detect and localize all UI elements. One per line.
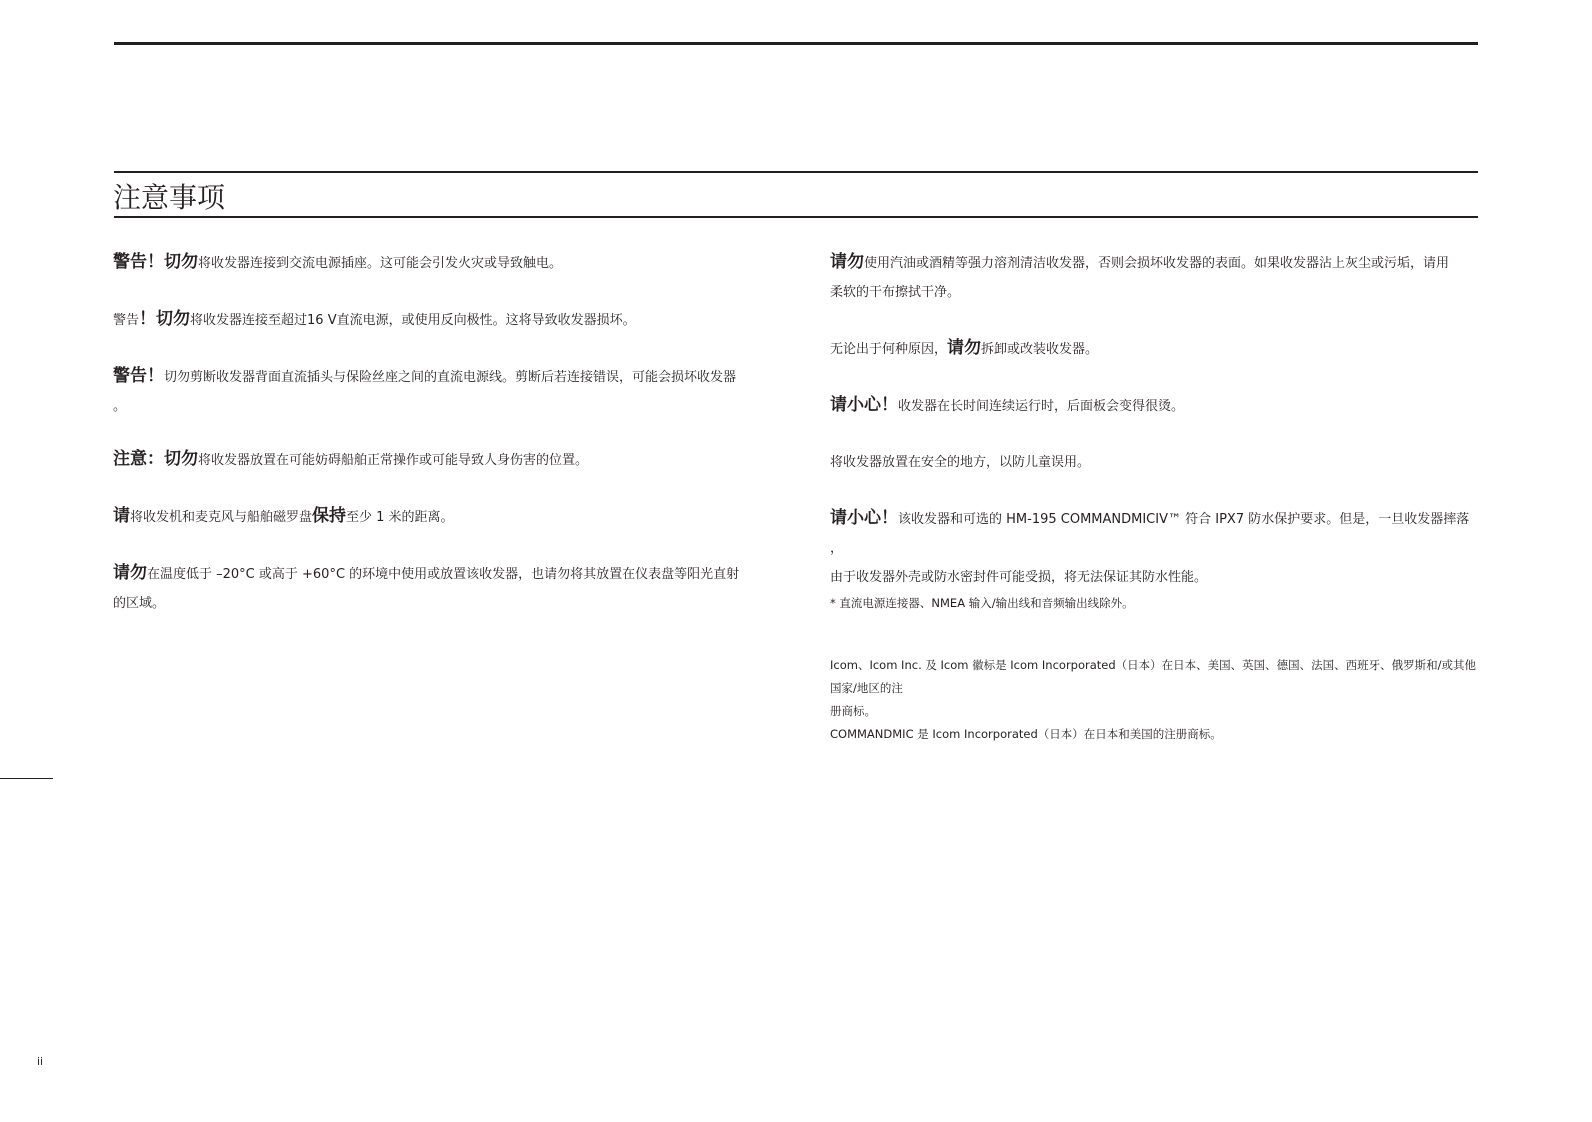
header-rule	[114, 42, 1478, 45]
child-safety: 将收发器放置在安全的地方，以防儿童误用。	[830, 455, 1091, 470]
heat-caution: 请小心！收发器在长时间连续运行时，后面板会变得很烫。	[830, 395, 1185, 415]
warning-dc-voltage: 警告！切勿将收发器连接至超过16 V直流电源，或使用反向极性。这将导致收发器损坏。	[113, 309, 636, 329]
right-column	[830, 248, 1480, 746]
waterproof-footnote: * 直流电源连接器、NMEA 输入/输出线和音频输出线除外。	[830, 596, 1134, 610]
caution-placement: 注意：切勿将收发器放置在可能妨碍船舶正常操作或可能导致人身伤害的位置。	[113, 449, 589, 469]
title-rule-bottom	[114, 216, 1478, 218]
warning-dc-cable: 警告！切勿剪断收发器背面直流插头与保险丝座之间的直流电源线。剪断后若连接错误，可能会损坏收发器 。	[113, 366, 737, 414]
trademark-notice	[830, 654, 1480, 746]
page-number: ii	[37, 1055, 44, 1068]
title-rule-top	[114, 171, 1478, 173]
trademark-line: COMMANDMIC 是 Icom Incorporated（日本）在日本和美国的注册商标。	[830, 727, 1222, 741]
margin-mark	[0, 778, 53, 779]
warning-ac-outlet: 警告！切勿将收发器连接到交流电源插座。这可能会引发火灾或导致触电。	[113, 252, 563, 272]
trademark-line: 册商标。	[830, 704, 876, 718]
cleaning-warning: 请勿使用汽油或酒精等强力溶剂清洁收发器，否则会损坏收发器的表面。如果收发器沾上灰尘或污垢，请用 柔软的干布擦拭干净。	[830, 252, 1450, 300]
disassembly-warning: 无论出于何种原因，请勿拆卸或改装收发器。	[830, 338, 1099, 358]
waterproof-caution: 请小心！该收发器和可选的 HM-195 COMMANDMICIV™ 符合 IPX7 防水保护要求。但是，一旦收发器摔落 ， 由于收发器外壳或防水密封件可能受损，将无法保证其防水性能。	[830, 508, 1470, 585]
compass-distance: 请将收发机和麦克风与船舶磁罗盘保持至少 1 米的距离。	[113, 506, 454, 526]
temperature-warning: 请勿在温度低于 –20°C 或高于 +60°C 的环境中使用或放置该收发器，也请勿将其放置在仪表盘等阳光直射 的区域。	[113, 563, 740, 611]
trademark-line: Icom、Icom Inc. 及 Icom 徽标是 Icom Incorporated（日本）在日本、美国、英国、德国、法国、西班牙、俄罗斯和/或其他国家/地区的注	[830, 658, 1477, 695]
page-title: 注意事项	[113, 181, 226, 214]
left-column	[113, 248, 763, 618]
